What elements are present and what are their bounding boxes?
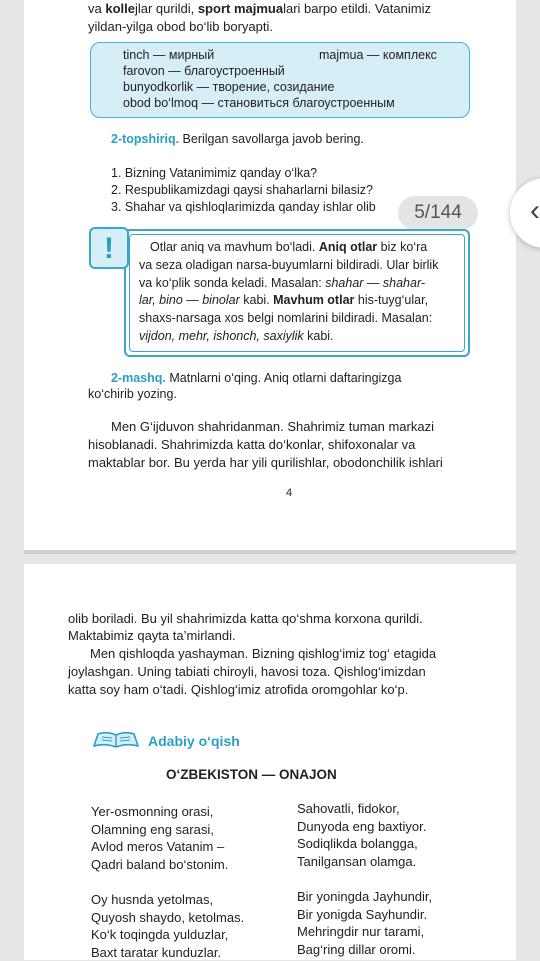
- poem-line: Mehringdir nur tarami,: [297, 924, 425, 940]
- poem-line: Bag‘ring dillar oromi.: [297, 941, 416, 957]
- italic-text: vijdon, mehr, ishonch, saxiylik: [139, 329, 304, 343]
- poem-line: Tanilgansan olamga.: [297, 853, 417, 869]
- text: his-tuyg‘ular,: [354, 293, 429, 307]
- vocab-item: bunyodkorlik — творение, созидание: [123, 80, 335, 94]
- exercise-label: 2-mashq.: [111, 371, 166, 385]
- bold-text: Mavhum otlar: [273, 293, 355, 307]
- poem-stanza: [297, 800, 426, 870]
- vocab-item: majmua — комплекс: [319, 48, 437, 62]
- poem-line: Oy husnda yetolmas,: [91, 892, 214, 907]
- poem-line: Baxt taratar kunduzlar.: [91, 944, 222, 960]
- text: biz ko‘ra: [377, 240, 428, 254]
- intro-line-1: [88, 0, 472, 18]
- text: va: [88, 1, 106, 16]
- vocab-item: farovon — благоустроенный: [123, 64, 285, 78]
- task-text: Berilgan savollarga javob bering.: [179, 132, 364, 146]
- poem-stanza: [91, 803, 228, 873]
- paragraph-line: olib boriladi. Bu yil shahrimizda katta qo‘shma korxona qurildi.: [68, 611, 423, 626]
- poem-stanza: [91, 891, 244, 961]
- rule-line: [139, 291, 428, 309]
- poem-line: Olamning eng sarasi,: [91, 821, 214, 837]
- text: kabi.: [239, 293, 274, 307]
- paragraph-line: maktablar bor. Bu yerda har yili qurilishlar, obodonchilik ishlari: [88, 455, 443, 470]
- poem-line: Bir yoningda Jayhundir,: [297, 889, 433, 904]
- paragraph-line: Men G‘ijduvon shahridanman. Shahrimiz tuman markazi: [111, 419, 434, 434]
- page-number: 4: [286, 487, 293, 499]
- exercise-text: Matnlarni o‘qing. Aniq otlarni daftaringizga: [165, 371, 402, 385]
- rule-line: [139, 274, 425, 292]
- italic-text: lar, bino — binolar: [139, 293, 240, 307]
- poem-line: Qadri baland bo‘stonim.: [91, 856, 229, 872]
- text: lar qurildi,: [137, 1, 198, 16]
- exercise-2-line-2: ko‘chirib yozing.: [88, 387, 177, 401]
- paragraph-line: joylashgan. Uning tabiati chiroyli, havosi toza. Qishlog‘imizdan: [68, 664, 426, 679]
- text: kabi.: [303, 329, 334, 343]
- poem-line: Sodiqlikda bolangga,: [297, 836, 418, 852]
- italic-text: shahar — shahar-: [325, 276, 426, 290]
- rule-line: [150, 238, 427, 256]
- rule-line: va seza oladigan narsa-buyumlarni bildiradi. Ular birlik: [139, 258, 439, 272]
- poem-line: Sahovatli, fidokor,: [297, 801, 400, 816]
- task-2: [111, 130, 364, 148]
- exclamation-icon: !: [89, 227, 129, 269]
- poem-line: Bir yonigda Sayhundir.: [297, 906, 428, 922]
- poem-line: Avlod meros Vatanim –: [91, 839, 225, 855]
- paragraph-line: Maktabimiz qayta ta’mirlandi.: [68, 628, 236, 643]
- poem-line: Ko‘k toqingda yulduzlar,: [91, 927, 229, 943]
- paragraph-line: hisoblanadi. Shahrimizda katta do‘konlar, shifoxonalar va: [88, 437, 416, 452]
- chevron-icon: ‹: [530, 194, 540, 227]
- poem-line: Quyosh shaydo, ketolmas.: [91, 909, 245, 925]
- vocab-item: obod bo‘lmoq — становиться благоустроенным: [123, 96, 395, 110]
- task-label: 2-topshiriq.: [111, 132, 180, 146]
- paragraph-line: katta soy ham o‘tadi. Qishlog‘imiz atrofida oromgohlar ko‘p.: [68, 682, 409, 697]
- text: lari barpo etildi. Vatanimiz: [283, 1, 431, 16]
- text: va ko‘plik sonda keladi. Masalan:: [139, 276, 326, 290]
- poem-stanza: [297, 888, 432, 958]
- section-title: Adabiy o‘qish: [148, 733, 240, 749]
- open-book-icon: [92, 730, 140, 750]
- vocabulary-box: [90, 42, 470, 118]
- vocab-item: tinch — мирный: [123, 48, 215, 62]
- bold-text: Aniq otlar: [318, 240, 378, 254]
- text: j: [134, 1, 138, 16]
- poem-line: Dunyoda eng baxtiyor.: [297, 818, 427, 834]
- poem-title: O‘ZBEKISTON — ONAJON: [166, 767, 337, 782]
- question-2: 2. Respublikamizdagi qaysi shaharlarni bilasiz?: [111, 183, 373, 197]
- question-3: 3. Shahar va qishloqlarimizda qanday ishlar olib: [111, 200, 376, 214]
- question-1: 1. Bizning Vatanimimiz qanday o‘lka?: [111, 166, 318, 180]
- intro-line-2: yildan-yilga obod bo‘lib boryapti.: [88, 19, 274, 34]
- bold-text: sport majmua: [197, 1, 284, 16]
- text: Otlar aniq va mavhum bo‘ladi.: [150, 240, 319, 254]
- poem-line: Yer-osmonning orasi,: [91, 804, 214, 819]
- page-indicator: 5/144: [398, 196, 478, 230]
- paragraph-line: Men qishloqda yashayman. Bizning qishlog‘imiz tog‘ etagida: [90, 646, 437, 661]
- page-divider: [24, 550, 516, 554]
- rule-line: shaxs-narsaga xos belgi nomlarini bildiradi. Masalan:: [139, 311, 433, 325]
- rule-line: [139, 327, 334, 345]
- bold-text: kolle: [105, 1, 135, 16]
